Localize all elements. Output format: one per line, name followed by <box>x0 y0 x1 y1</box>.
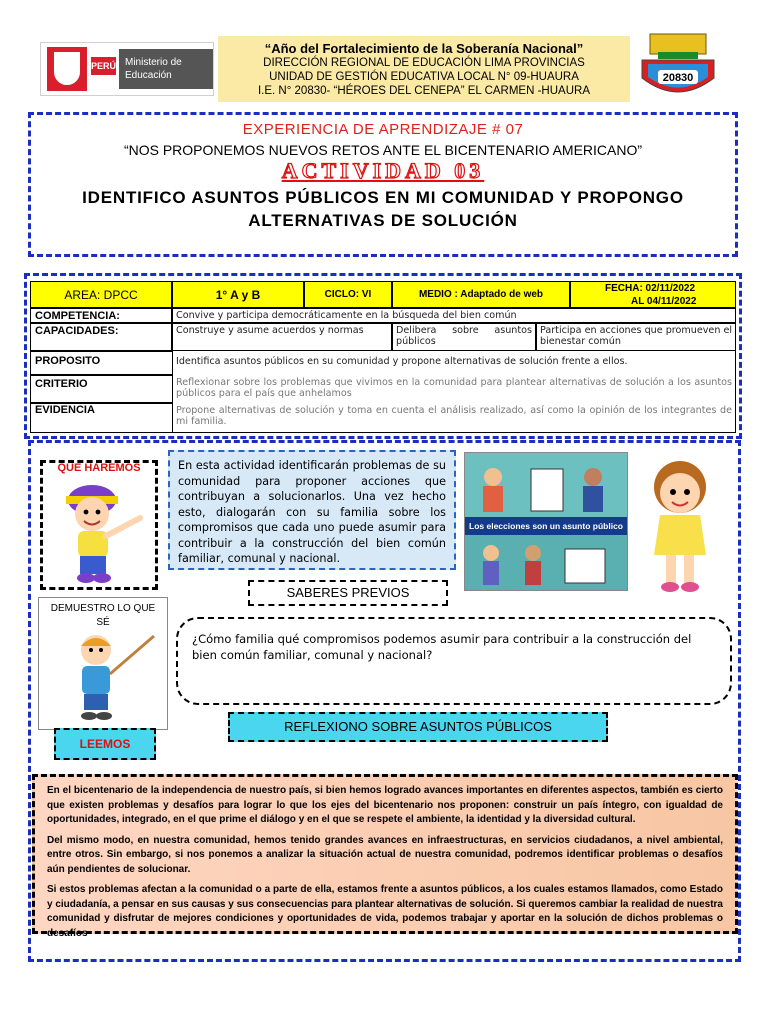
prior-knowledge-question: ¿Cómo familia qué compromisos podemos asumir para contribuir a la construcción del bien común familiar, comunal y nacional? <box>176 617 732 705</box>
reading-paragraph-3: Si estos problemas afectan a la comunidad o a parte de ella, estamos frente a asuntos públicos, a los cuales estamos llamados, como Estado y ciudadanía, a pensar en sus causas y sus consecuencias para plantear alternativas de solución. Si queremos cambiar la realidad de nuestra comunidad y disfrutar de mejores condiciones y oportunidades de vida, podemos trabajar y aportar en la solución de dichos problemas o desafíos <box>47 884 723 939</box>
year-title: “Año del Fortalecimiento de la Soberanía Nacional” <box>264 41 584 56</box>
capacidades-label: CAPACIDADES: <box>35 325 119 337</box>
girl-character-icon <box>630 455 730 595</box>
capacidad-2: Delibera sobre asuntos públicos <box>396 325 532 347</box>
evidencia-label: EVIDENCIA <box>35 404 95 416</box>
date-cell <box>570 281 736 308</box>
cycle-cell: CICLO: VI <box>304 281 392 308</box>
activity-title: ACTIVIDAD 03 <box>281 158 485 183</box>
logo-ministry: Ministerio de Educación <box>119 49 213 89</box>
reading-passage <box>32 774 738 939</box>
reflexiono-banner: REFLEXIONO SOBRE ASUNTOS PÚBLICOS <box>228 712 608 742</box>
logo-country: PERÚ <box>91 57 116 75</box>
proposito-label: PROPOSITO <box>35 355 101 367</box>
que-haremos-title: QUE HAREMOS <box>57 462 141 474</box>
grade-cell: 1° A y B <box>172 281 304 308</box>
medio-cell: MEDIO : Adaptado de web <box>392 281 570 308</box>
capacidad-3: Participa en acciones que promueven el bienestar común <box>540 325 733 347</box>
competencia-label: COMPETENCIA: <box>35 310 120 322</box>
date-end: AL 04/11/2022 <box>631 296 697 307</box>
intro-text: En esta actividad identificarán problemas de su comunidad para proponer acciones que contribuyan a solucionarlos. Una vez hecho esto, dialogarán con su familia sobre los compromisos que cada uno puede asumir para contribuir a la construcción del bien común familiar, comunal y nacional. <box>168 450 456 570</box>
reading-paragraph-2: Del mismo modo, en nuestra comunidad, hemos tenido grandes avances en infraestructuras, en servicios ciudadanos, a nivel ambiental, entre otros. Sin embargo, si nos ponemos a analizar la situación actual de nuestra comunidad, podremos identificar problemas o desafíos aún pendientes de solucionar. <box>47 834 723 875</box>
school-crest-icon <box>636 32 720 106</box>
experience-quote: “NOS PROPONEMOS NUEVOS RETOS ANTE EL BICENTENARIO AMERICANO” <box>123 142 643 158</box>
demuestro-title: DEMUESTRO LO QUE SÉ <box>50 603 156 628</box>
area-cell: AREA: DPCC <box>30 281 172 308</box>
leemos-banner: LEEMOS <box>54 728 156 760</box>
criterio-label: CRITERIO <box>35 378 88 390</box>
boy-pointing-icon <box>48 474 152 586</box>
criterio-value: Reflexionar sobre los problemas que vivimos en la comunidad para plantear alternativas de solución a los asuntos públicos para el país que anhelamos <box>176 377 732 399</box>
crest-number: 20830 <box>662 72 694 84</box>
saberes-previos-label: SABERES PREVIOS <box>248 580 448 606</box>
evidencia-value: Propone alternativas de solución y toma en cuenta el análisis realizado, así como la opinión de los integrantes de mi familia. <box>176 405 732 427</box>
proposito-value: Identifica asuntos públicos en su comunidad y propone alternativas de solución frente a ellos. <box>176 356 628 367</box>
experience-title: EXPERIENCIA DE APRENDIZAJE # 07 <box>242 121 524 138</box>
photo-caption: Los elecciones son un asunto público <box>465 517 627 535</box>
shield-icon <box>54 52 80 85</box>
header-line-1: DIRECCIÓN REGIONAL DE EDUCACIÓN LIMA PROVINCIAS <box>263 57 585 69</box>
boy-with-pointer-icon <box>56 630 160 726</box>
title-section <box>28 112 738 257</box>
voters-illustration-icon <box>473 459 619 515</box>
queue-illustration-icon <box>475 541 617 587</box>
elections-photo <box>464 452 628 591</box>
ministry-logo <box>40 42 214 96</box>
competencia-value: Convive y participa democráticamente en la búsqueda del bien común <box>176 310 517 321</box>
institution-header <box>218 36 630 102</box>
header-line-2: UNIDAD DE GESTIÓN EDUCATIVA LOCAL N° 09-HUAURA <box>269 71 579 83</box>
capacidad-1: Construye y asume acuerdos y normas <box>176 325 364 336</box>
date-start: FECHA: 02/11/2022 <box>605 283 696 294</box>
reading-paragraph-1: En el bicentenario de la independencia de nuestro país, si bien hemos logrado avances importantes en diferentes aspectos, también es cierto que existen problemas y desafíos para lograr lo que los ejes del bicentenario nos proponen: construir un país íntegro, con igualdad de oportunidades, integrado, en el que prime el diálogo y en el que se respete el ambiente, la identidad y la diversidad cultural. <box>47 785 723 825</box>
header-line-3: I.E. N° 20830- “HÉROES DEL CENEPA” EL CARMEN -HUAURA <box>257 85 590 97</box>
activity-subtitle: IDENTIFICO ASUNTOS PÚBLICOS EN MI COMUNIDAD Y PROPONGO ALTERNATIVAS DE SOLUCIÓN <box>82 188 684 230</box>
